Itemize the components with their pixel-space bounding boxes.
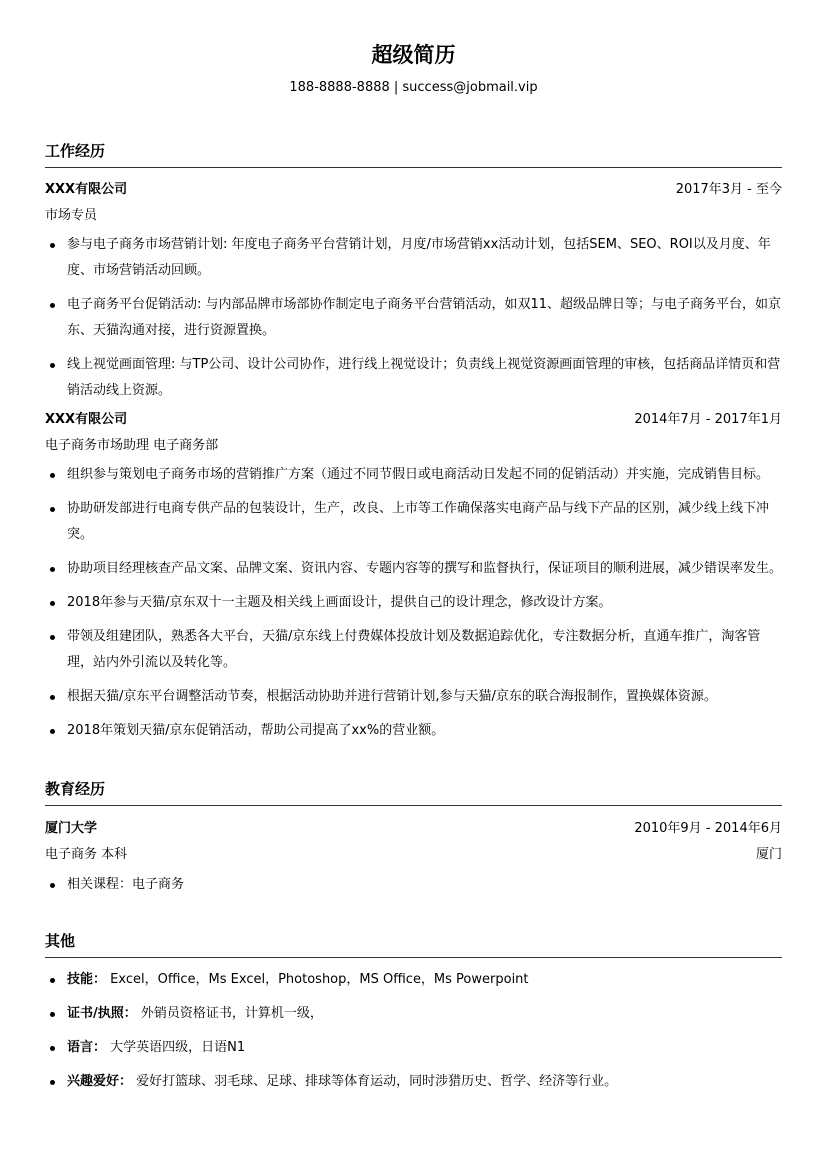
certificates-item: [45, 1001, 782, 1027]
education-section: [45, 779, 782, 898]
bullet-item: 2018年参与天猫/京东双十一主题及相关线上画面设计，提供自己的设计理念，修改设计方案。: [45, 590, 782, 616]
bullet-item: 2018年策划天猫/京东促销活动，帮助公司提高了xx%的营业额。: [45, 718, 782, 744]
entry-subheader: [45, 207, 782, 225]
item-label: 兴趣爱好：: [67, 1074, 133, 1089]
entry-header: [45, 181, 782, 199]
bullet-item: 参与电子商务市场营销计划: 年度电子商务平台营销计划，月度/市场营销xx活动计划，包括SEM、SEO、ROI以及月度、年度、市场营销活动回顾。: [45, 232, 782, 284]
bullet-list: [45, 872, 782, 898]
item-label: 语言：: [67, 1040, 107, 1055]
section-title-work: 工作经历: [45, 141, 782, 168]
hobbies-item: [45, 1069, 782, 1095]
job-title: 市场专员: [45, 208, 98, 223]
item-value: 外销员资格证书，计算机一级，: [136, 1006, 323, 1021]
bullet-item: 协助研发部进行电商专供产品的包装设计，生产，改良、上市等工作确保落实电商产品与线下产品的区别，减少线上线下冲突。: [45, 496, 782, 548]
bullet-item: 带领及组建团队，熟悉各大平台，天猫/京东线上付费媒体投放计划及数据追踪优化，专注数据分析，直通车推广，淘客管理，站内外引流以及转化等。: [45, 624, 782, 676]
work-entry: [45, 411, 782, 744]
resume-name: 超级简历: [371, 43, 456, 67]
bullet-list: [45, 967, 782, 1095]
company-name: XXX有限公司: [45, 182, 128, 197]
education-entry: [45, 820, 782, 898]
section-title-other: 其他: [45, 931, 782, 958]
resume-header: [45, 0, 782, 97]
bullet-item: 根据天猫/京东平台调整活动节奏，根据活动协助并进行营销计划,参与天猫/京东的联合海报制作，置换媒体资源。: [45, 684, 782, 710]
entry-date: 2017年3月 - 至今: [675, 182, 782, 197]
job-title: 电子商务市场助理 电子商务部: [45, 438, 219, 453]
bullet-item: 线上视觉画面管理: 与TP公司、设计公司协作，进行线上视觉设计；负责线上视觉资源画面管理的审核，包括商品详情页和营销活动线上资源。: [45, 352, 782, 404]
entry-header: [45, 820, 782, 838]
item-label: 技能：: [67, 972, 107, 987]
bullet-item: 协助项目经理核查产品文案、品牌文案、资讯内容、专题内容等的撰写和监督执行，保证项目的顺利进展，减少错误率发生。: [45, 556, 782, 582]
school-name: 厦门大学: [45, 821, 98, 836]
entry-date: 2010年9月 - 2014年6月: [634, 821, 782, 836]
item-value: 大学英语四级，日语N1: [106, 1040, 246, 1055]
entry-subheader: [45, 846, 782, 864]
bullet-item: 相关课程：电子商务: [45, 872, 782, 898]
school-location: 厦门: [755, 847, 782, 862]
company-name: XXX有限公司: [45, 412, 128, 427]
entry-date: 2014年7月 - 2017年1月: [634, 412, 782, 427]
entry-subheader: [45, 437, 782, 455]
languages-item: [45, 1035, 782, 1061]
contact-info: 188-8888-8888 | success@jobmail.vip: [289, 80, 538, 95]
bullet-list: [45, 232, 782, 404]
work-experience-section: [45, 141, 782, 744]
item-label: 证书/执照：: [67, 1006, 137, 1021]
major-degree: 电子商务 本科: [45, 847, 128, 862]
item-value: Excel，Office，Ms Excel，Photoshop，MS Office，Ms Powerpoint: [106, 972, 529, 987]
bullet-item: 电子商务平台促销活动: 与内部品牌市场部协作制定电子商务平台营销活动，如双11、超级品牌日等；与电子商务平台，如京东、天猫沟通对接，进行资源置换。: [45, 292, 782, 344]
item-value: 爱好打篮球、羽毛球、足球、排球等体育运动，同时涉猎历史、哲学、经济等行业。: [132, 1074, 618, 1089]
work-entry: [45, 181, 782, 404]
entry-header: [45, 411, 782, 429]
section-title-education: 教育经历: [45, 779, 782, 806]
skills-item: [45, 967, 782, 993]
other-section: [45, 931, 782, 1095]
bullet-item: 组织参与策划电子商务市场的营销推广方案（通过不同节假日或电商活动日发起不同的促销活动）并实施，完成销售目标。: [45, 462, 782, 488]
bullet-list: [45, 462, 782, 744]
